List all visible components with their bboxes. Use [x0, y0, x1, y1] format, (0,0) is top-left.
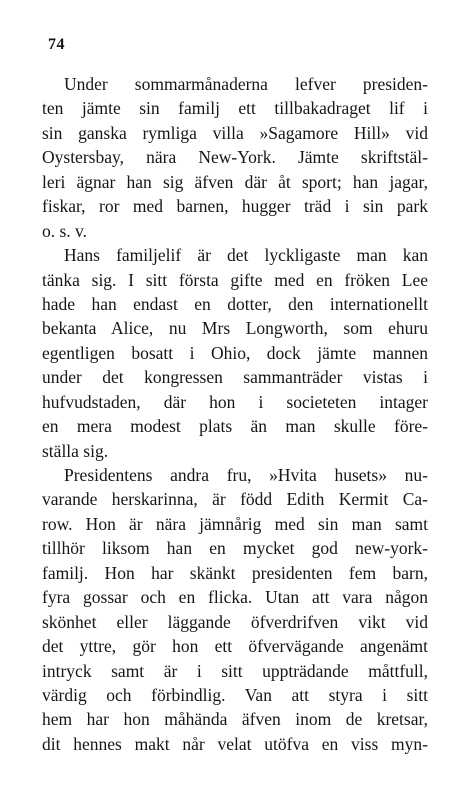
text-line: tillhör liksom han en mycket god new-york-: [42, 538, 428, 559]
text-line: familj. Hon har skänkt presidenten fem barn,: [42, 562, 428, 583]
text-line: en mera modest plats än man skulle före-: [42, 416, 428, 437]
text-line: o. s. v.: [42, 220, 88, 241]
text-line: bekanta Alice, nu Mrs Longworth, som ehuru: [42, 318, 428, 339]
text-line: under det kongressen sammanträder vistas i: [42, 367, 428, 388]
text-line: hem har hon måhända äfven inom de kretsar,: [42, 709, 428, 730]
text-line: Oystersbay, nära New-York. Jämte skriftstäl-: [42, 147, 428, 168]
text-line: värdig och förbindlig. Van att styra i sitt: [42, 684, 428, 705]
text-line: varande herskarinna, är född Edith Kermit Ca-: [42, 489, 428, 510]
text-line: fiskar, ror med barnen, hugger träd i sin park: [42, 196, 428, 217]
text-line: Presidentens andra fru, »Hvita husets» nu-: [64, 465, 428, 485]
body-text: [42, 72, 428, 756]
text-line: egentligen bosatt i Ohio, dock jämte mannen: [42, 342, 428, 363]
text-line: ställa sig.: [42, 440, 109, 461]
text-line: leri ägnar han sig äfven där åt sport; han jagar,: [42, 171, 428, 192]
text-line: skönhet eller läggande öfverdrifven vikt vid: [42, 611, 428, 632]
text-line: Under sommarmånaderna lefver presiden-: [64, 74, 428, 94]
page-number: 74: [48, 36, 65, 53]
text-line: ten jämte sin familj ett tillbakadraget lif i: [42, 98, 428, 119]
text-line: sin ganska rymliga villa »Sagamore Hill» vid: [42, 122, 428, 143]
text-line: hade han endast en dotter, den internationellt: [42, 293, 428, 314]
text-line: intryck samt är i sitt uppträdande måttfull,: [42, 660, 428, 681]
text-line: Hans familjelif är det lyckligaste man kan: [64, 245, 428, 266]
text-line: fyra gossar och en flicka. Utan att vara någon: [42, 587, 428, 608]
text-line: tänka sig. I sitt första gifte med en fröken Lee: [42, 269, 428, 290]
text-line: hufvudstaden, där hon i societeten intager: [42, 391, 428, 412]
text-line: dit hennes makt når velat utöfva en viss myn-: [42, 733, 428, 754]
text-line: row. Hon är nära jämnårig med sin man samt: [42, 513, 428, 534]
text-line: det yttre, gör hon ett öfvervägande angenämt: [42, 636, 428, 657]
